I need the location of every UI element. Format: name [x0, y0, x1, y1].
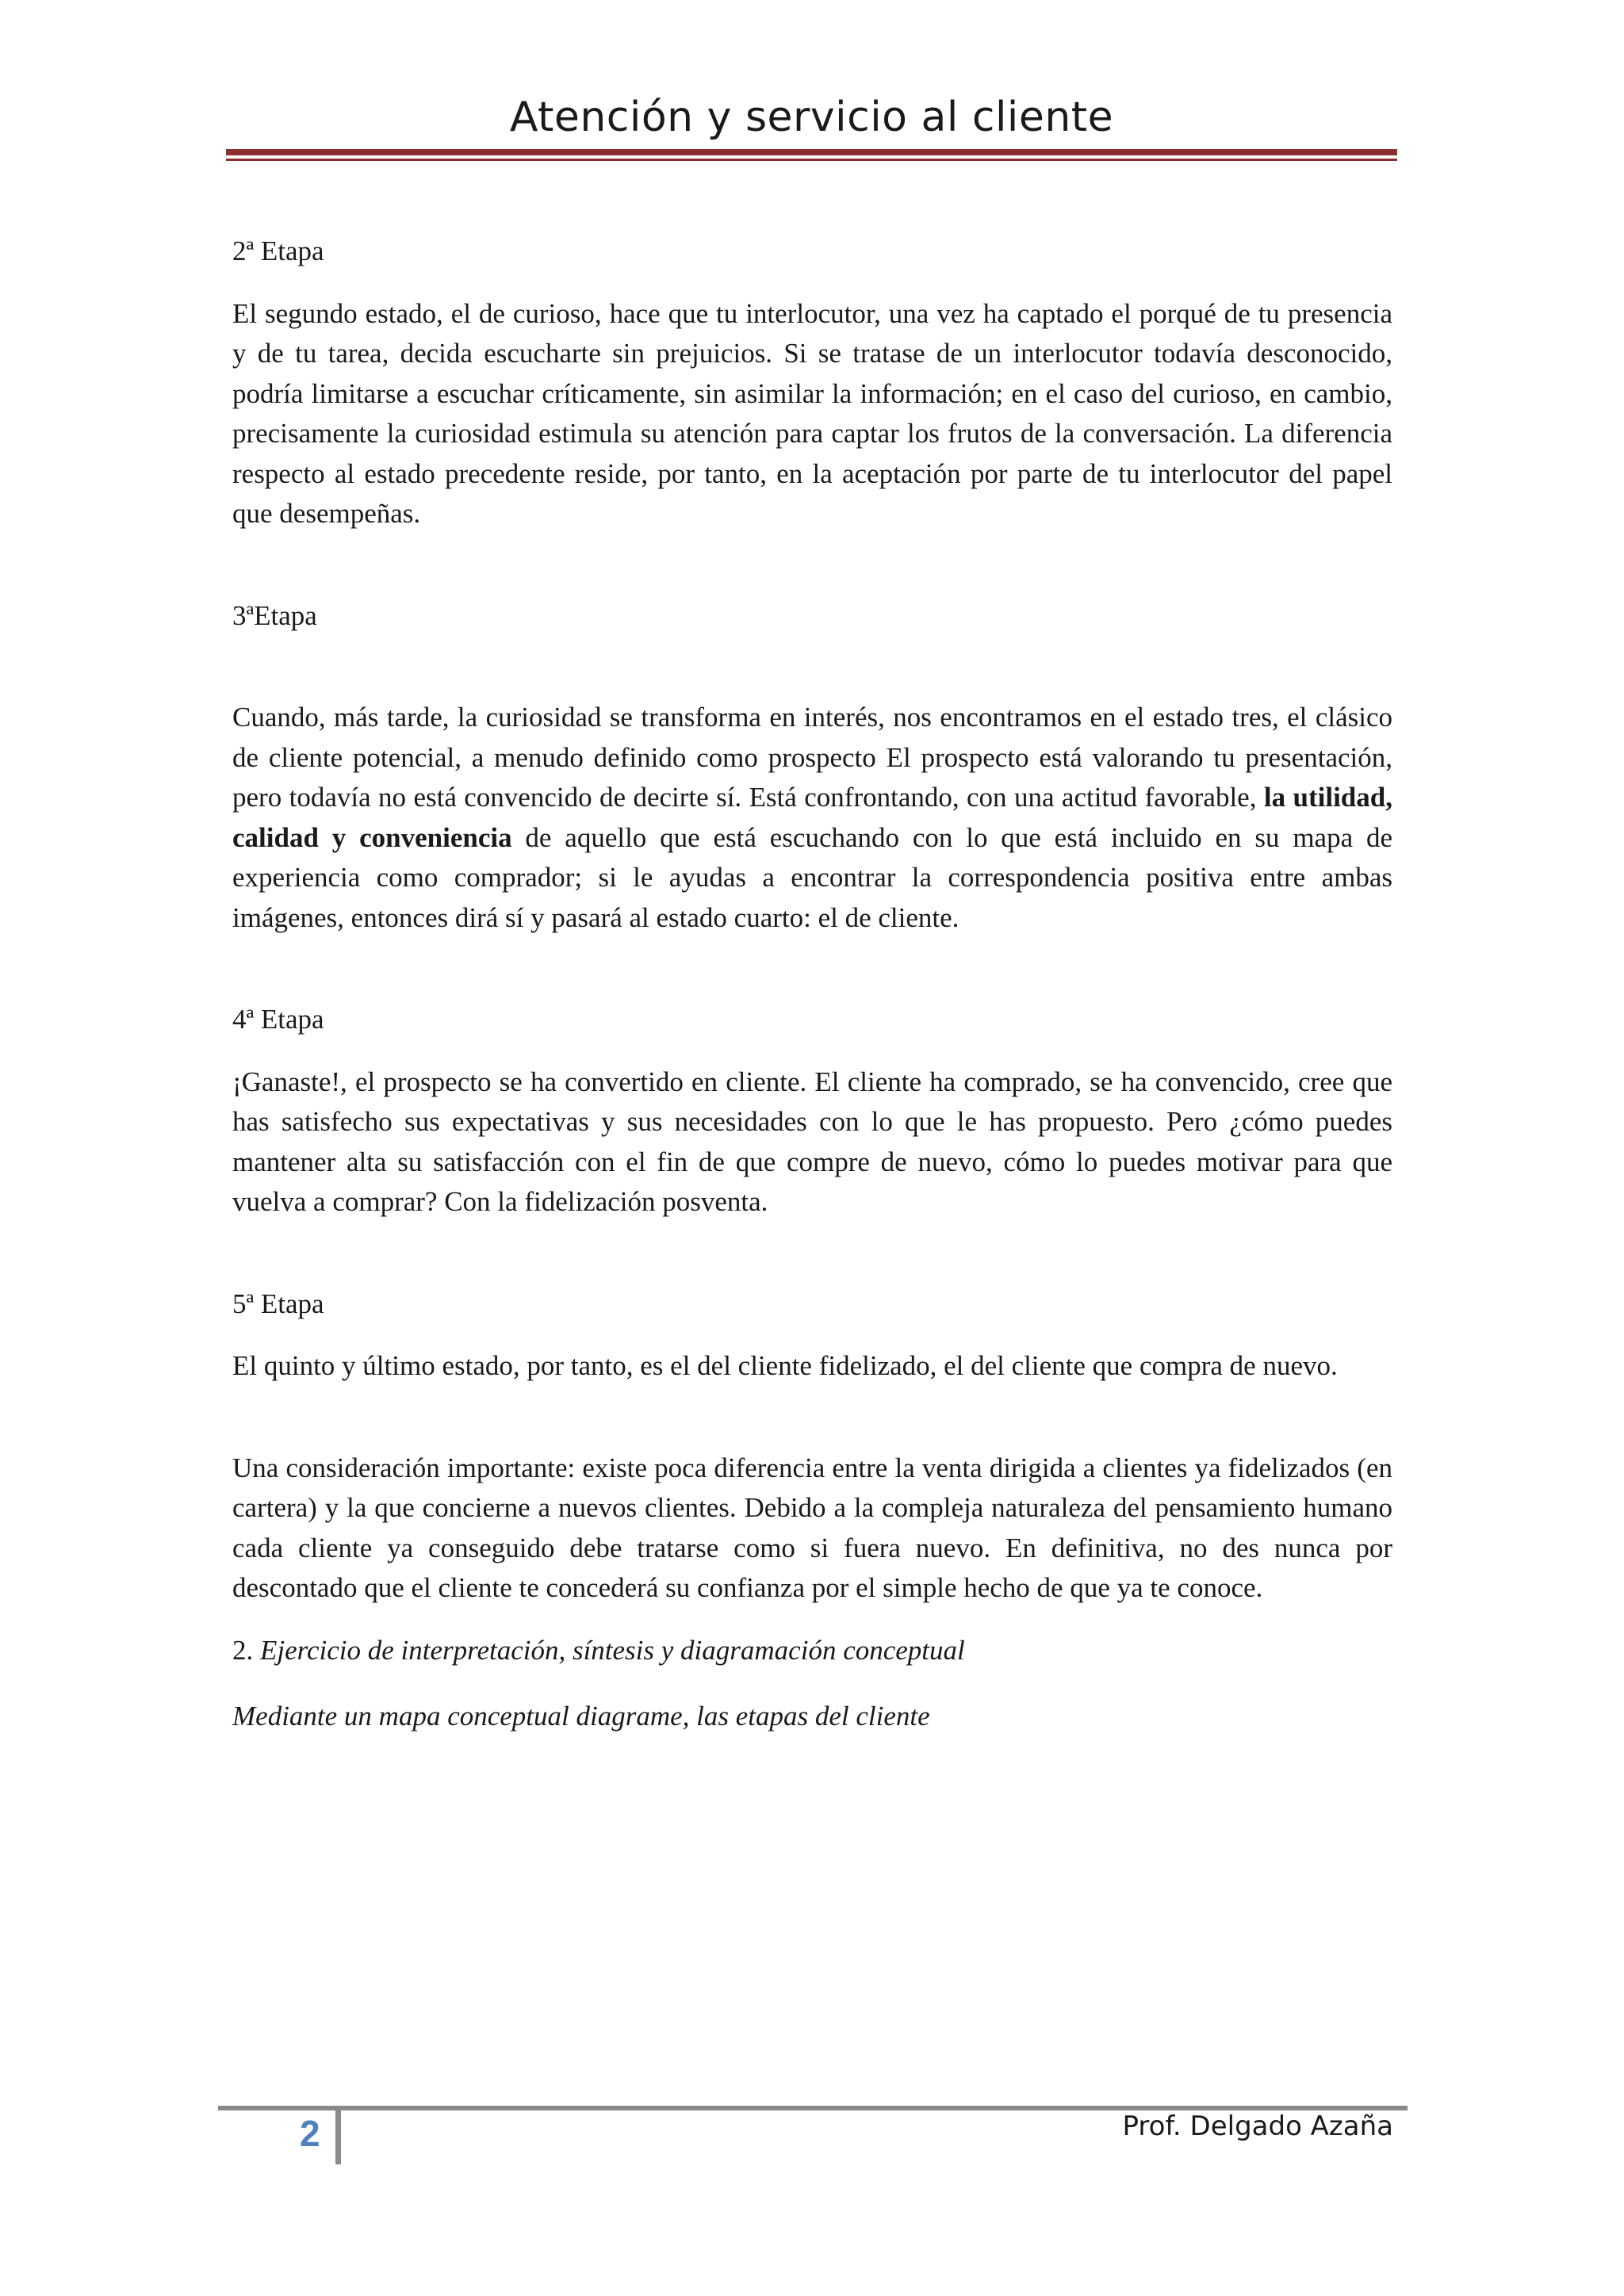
document-body	[232, 232, 1392, 1737]
etapa-3-text-after: de aquello que está escuchando con lo que está incluido en su mapa de experiencia como comprador; si le ayudas a encontrar la correspondencia positiva entre ambas imágenes, entonces dirá sí y pasará al estado cuarto: el de cliente.	[232, 821, 1392, 933]
ejercicio-instruction: Mediante un mapa conceptual diagrame, las etapas del cliente	[232, 1701, 930, 1732]
ejercicio-heading	[232, 1631, 1392, 1671]
etapa-2-label: 2ª Etapa	[232, 235, 324, 266]
etapa-3-bold-text: la utilidad, calidad y conveniencia	[232, 782, 1392, 853]
page-header-title: Atención y servicio al cliente	[509, 94, 1114, 141]
etapa-2-paragraph: El segundo estado, el de curioso, hace que tu interlocutor, una vez ha captado el porqué de tu presencia y de tu tarea, decida escucharte sin prejuicios. Si se tratase de un interlocutor todavía desconocido, podría limitarse a escuchar críticamente, sin asimilar la información; en el caso del curioso, en cambio, precisamente la curiosidad estimula su atención para captar los frutos de la conversación. La diferencia respecto al estado precedente reside, por tanto, en la aceptación por parte de tu interlocutor del papel que desempeñas.	[232, 297, 1392, 529]
etapa-5-label: 5ª Etapa	[232, 1288, 324, 1319]
footer-divider	[335, 2106, 341, 2164]
header-rule	[226, 149, 1397, 155]
etapa-5-paragraph: El quinto y último estado, por tanto, es el del cliente fidelizado, el del cliente que compra de nuevo.	[232, 1350, 1338, 1381]
ejercicio-number: 2.	[232, 1634, 260, 1666]
etapa-3-label: 3ªEtapa	[232, 599, 317, 631]
etapa-4-paragraph: ¡Ganaste!, el prospecto se ha convertido en cliente. El cliente ha comprado, se ha convencido, cree que has satisfecho sus expectativas y sus necesidades con lo que le has propuesto. Pero ¿cómo puedes mantener alta su satisfacción con el fin de que compre de nuevo, cómo lo puedes motivar para que vuelva a comprar? Con la fidelización posventa.	[232, 1066, 1392, 1217]
ejercicio-title: Ejercicio de interpretación, síntesis y diagramación conceptual	[260, 1634, 965, 1666]
consideracion-paragraph: Una consideración importante: existe poca diferencia entre la venta dirigida a clientes ya fidelizados (en cartera) y la que concierne a nuevos clientes. Debido a la compleja naturaleza del pensamiento humano cada cliente ya conseguido debe tratarse como si fuera nuevo. En definitiva, no des nunca por descontado que el cliente te concederá su confianza por el simple hecho de que ya te conoce.	[232, 1452, 1392, 1603]
etapa-3-text-before: Cuando, más tarde, la curiosidad se transforma en interés, nos encontramos en el estado tres, el clásico de cliente potencial, a menudo definido como prospecto El prospecto está valorando tu presentación, pero todavía no está convencido de decirte sí. Está confrontando, con una actitud favorable,	[232, 702, 1392, 813]
etapa-3-paragraph	[232, 698, 1392, 938]
header-rule-thin	[226, 159, 1397, 161]
page-number: 2	[300, 2113, 320, 2154]
footer-author: Prof. Delgado Azaña	[1122, 2110, 1393, 2142]
etapa-4-label: 4ª Etapa	[232, 1004, 324, 1035]
